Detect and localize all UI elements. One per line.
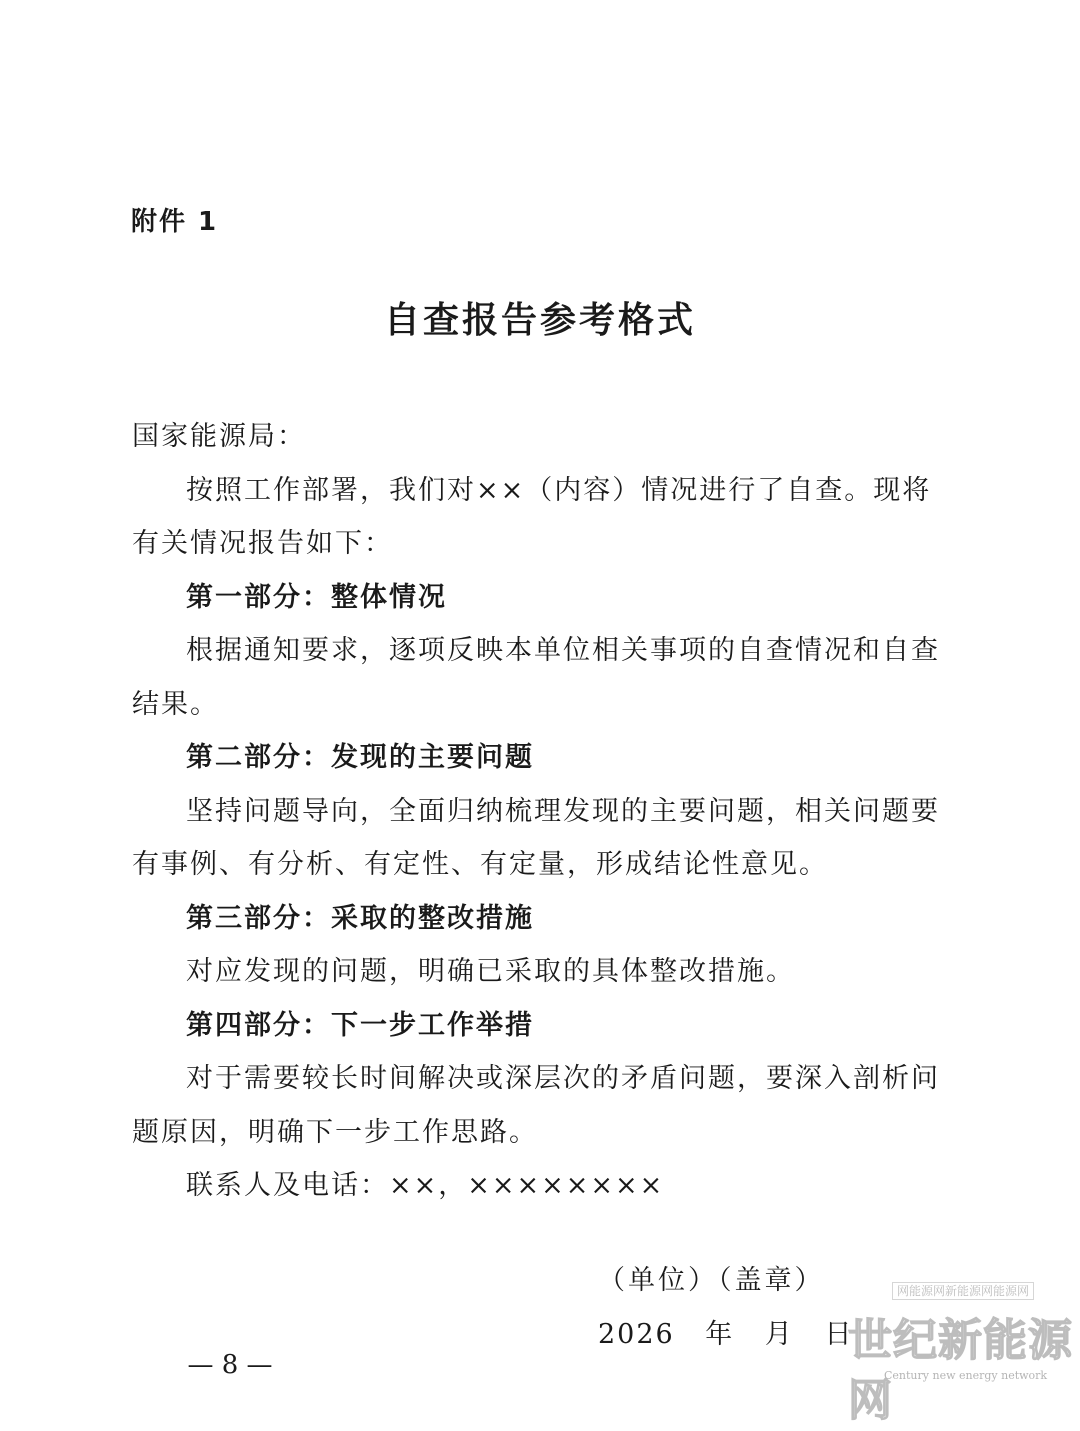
intro-paragraph: 按照工作部署，我们对××（内容）情况进行了自查。现将有关情况报告如下： xyxy=(132,474,932,559)
section-heading-4: 第四部分：下一步工作举措 xyxy=(186,1009,534,1041)
section-body-3: 对应发现的问题，明确已采取的具体整改措施。 xyxy=(186,956,795,987)
attachment-label: 附件 1 xyxy=(131,207,219,237)
unit-seal-line: （单位）（盖章） xyxy=(598,1265,825,1296)
page-number: — 8 — xyxy=(187,1350,273,1380)
section-body-1: 根据通知要求，逐项反映本单位相关事项的自查情况和自查结果。 xyxy=(132,635,940,720)
section-heading-1: 第一部分：整体情况 xyxy=(186,581,447,613)
watermark-english: Century new energy network xyxy=(884,1369,1048,1382)
section-body-2: 坚持问题导向，全面归纳梳理发现的主要问题，相关问题要有事例、有分析、有定性、有定量，形成结论性意见。 xyxy=(132,795,940,880)
signature-date: 2026 年 月 日 xyxy=(598,1319,854,1350)
section-heading-3: 第三部分：采取的整改措施 xyxy=(186,902,534,934)
section-heading-2: 第二部分：发现的主要问题 xyxy=(186,742,534,773)
section-body-4: 对于需要较长时间解决或深层次的矛盾问题，要深入剖析问题原因，明确下一步工作思路。 xyxy=(132,1063,940,1148)
document-title: 自查报告参考格式 xyxy=(383,300,696,341)
contact-line: 联系人及电话：××，×××××××× xyxy=(186,1170,665,1201)
watermark-tagline: 网能源网新能源网能源网 xyxy=(892,1282,1034,1300)
salutation: 国家能源局： xyxy=(132,421,306,452)
watermark-logo: 世纪新能源网 xyxy=(848,1315,1073,1426)
letter-body xyxy=(132,410,942,1213)
